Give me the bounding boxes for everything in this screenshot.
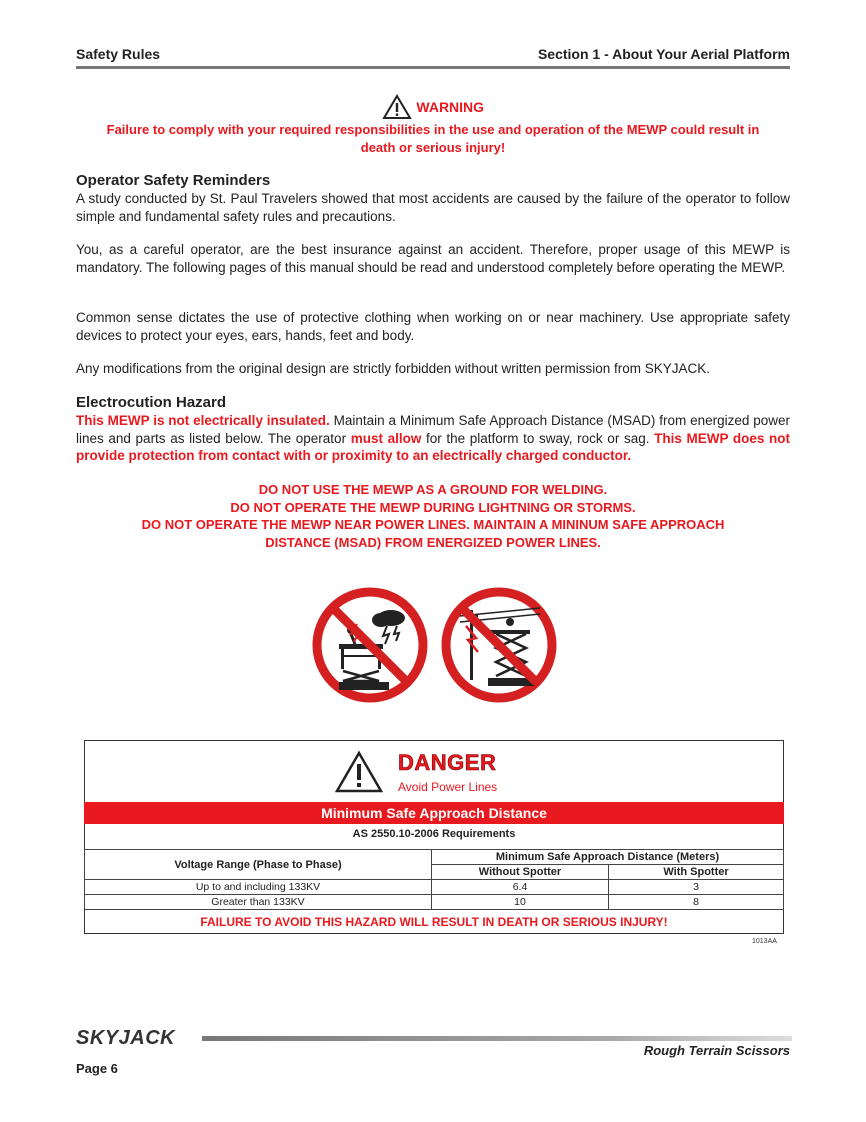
reminder-paragraph: Common sense dictates the use of protective clothing when working on or near machinery. Use appropriate safety devices to protect your eyes, ears, hands, feet and body.: [76, 310, 790, 343]
msad-table: [84, 849, 784, 910]
decal-code: 1013AA: [752, 938, 777, 945]
requirements-label: AS 2550.10-2006 Requirements: [352, 828, 516, 840]
without-spotter-header: Without Spotter: [432, 865, 609, 880]
table-row: [85, 895, 784, 910]
warning-heading: [0, 94, 866, 120]
skyjack-logo: SKYJACK: [76, 1027, 176, 1049]
msad-text: Maintain a Minimum Safe Approach Distance (MSAD) from energized power lines and parts as listed below. The operator: [76, 413, 790, 446]
without-spotter-cell: 6.4: [432, 880, 609, 895]
warning-triangle-icon: [382, 94, 412, 120]
header-chapter-title: Section 1 - About Your Aerial Platform: [537, 46, 790, 62]
no-operation-in-storm-sign-icon: [311, 586, 429, 704]
danger-title: DANGER: [398, 750, 497, 775]
with-spotter-cell: 8: [609, 895, 784, 910]
table-row: [85, 880, 784, 895]
reminder-paragraph: Any modifications from the original design are strictly forbidden without written permission from SKYJACK.: [76, 361, 711, 376]
reminder-paragraph: A study conducted by St. Paul Travelers showed that most accidents are caused by the failure of the operator to follow simple and fundamental safety rules and precautions.: [76, 191, 790, 224]
danger-footer-warning: FAILURE TO AVOID THIS HAZARD WILL RESULT IN DEATH OR SERIOUS INJURY!: [200, 915, 668, 929]
electrocution-caps-warnings: [76, 481, 790, 551]
electrocution-heading: Electrocution Hazard: [76, 394, 227, 411]
voltage-range-cell: Up to and including 133KV: [85, 880, 432, 895]
caps-line: DO NOT USE THE MEWP AS A GROUND FOR WELDING.: [258, 482, 608, 497]
sway-text: for the platform to sway, rock or sag.: [421, 430, 655, 446]
warning-title: WARNING: [416, 99, 485, 115]
danger-subtitle: Avoid Power Lines: [398, 780, 498, 794]
msad-header: Minimum Safe Approach Distance (Meters): [432, 850, 784, 865]
not-insulated-text: This MEWP is not electrically insulated.: [76, 413, 330, 428]
without-spotter-cell: 10: [432, 895, 609, 910]
with-spotter-cell: 3: [609, 880, 784, 895]
page-number: Page 6: [76, 1061, 118, 1076]
header-rule: [76, 66, 790, 69]
no-protection-text: This MEWP does not provide protection from contact with or proximity to an electrically charged conductor.: [76, 430, 790, 463]
model-name: Rough Terrain Scissors: [643, 1043, 790, 1058]
electrocution-paragraph: [76, 412, 790, 465]
caps-line: DO NOT OPERATE THE MEWP NEAR POWER LINES. MAINTAIN A MININUM SAFE APPROACH: [141, 517, 725, 532]
with-spotter-header: With Spotter: [609, 865, 784, 880]
voltage-range-header: Voltage Range (Phase to Phase): [85, 850, 432, 880]
reminder-paragraph: You, as a careful operator, are the best insurance against an accident. Therefore, proper usage of this MEWP is mandatory. The following pages of this manual should be read and understood completely before operating the MEWP.: [76, 242, 790, 275]
caps-line: DO NOT OPERATE THE MEWP DURING LIGHTNING OR STORMS.: [230, 499, 636, 515]
caps-line: DISTANCE (MSAD) FROM ENERGIZED POWER LINES.: [265, 534, 601, 550]
voltage-range-cell: Greater than 133KV: [85, 895, 432, 910]
no-power-lines-sign-icon: [440, 586, 558, 704]
must-allow-text: must allow: [350, 430, 422, 446]
danger-triangle-icon: [334, 750, 384, 794]
operator-reminders-heading: Operator Safety Reminders: [76, 172, 271, 189]
msad-title-bar: Minimum Safe Approach Distance: [84, 802, 784, 824]
warning-message: Failure to comply with your required responsibilities in the use and operation of the MEWP could result in death or serious injury!: [106, 122, 760, 155]
header-section-title: Safety Rules: [76, 46, 161, 62]
footer-rule: [202, 1036, 792, 1041]
